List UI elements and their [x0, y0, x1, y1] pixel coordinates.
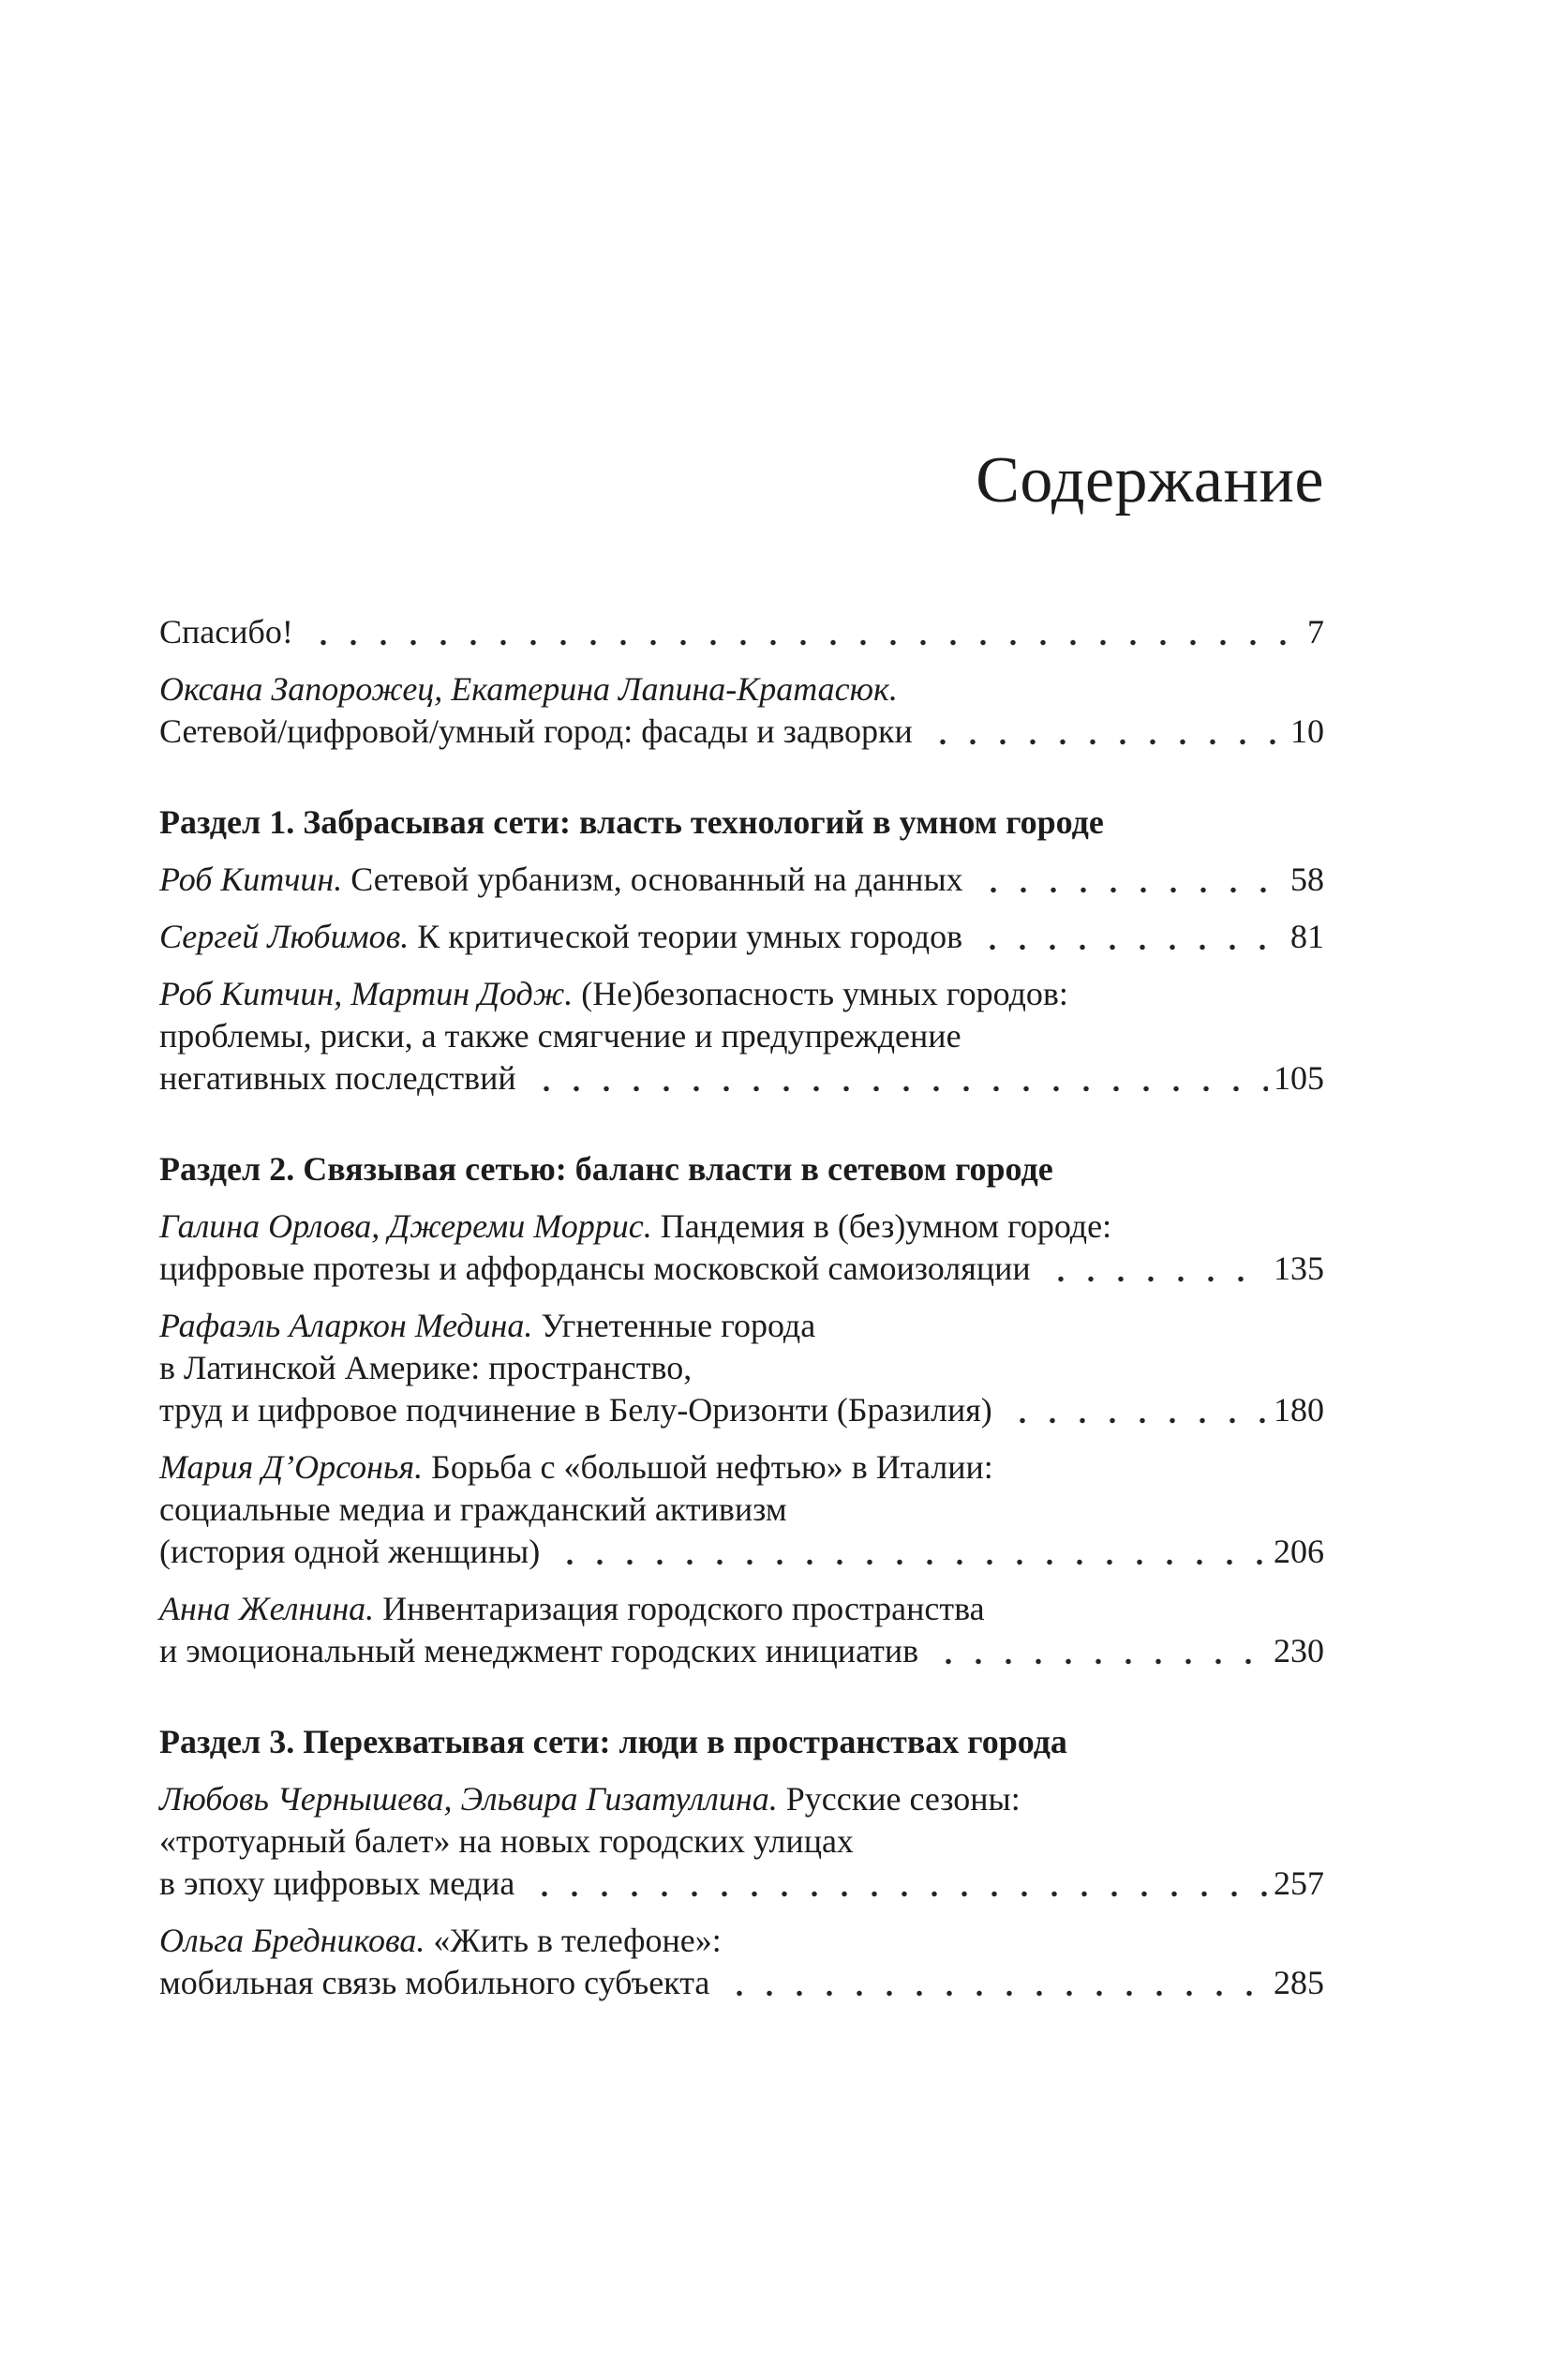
entry-title-text: Раздел 2. Связывая сетью: баланс власти в сетевом городе: [159, 1150, 1053, 1188]
toc-entry: [159, 916, 1324, 958]
author-name: Роб Китчин, Мартин Додж.: [159, 975, 574, 1012]
entry-text: [159, 1307, 815, 1344]
toc-entry-line: [159, 1778, 1324, 1820]
page-title: Содержание: [976, 444, 1324, 516]
entry-title-text: труд и цифровое подчинение в Белу-Оризонти (Бразилия): [159, 1391, 992, 1429]
toc-entry-line: [159, 801, 1324, 844]
entry-text: [159, 670, 898, 708]
dot-leader: [974, 916, 1285, 958]
entry-text: [159, 1017, 961, 1055]
dot-leader: [305, 611, 1302, 653]
page-number: 105: [1274, 1059, 1324, 1097]
entry-text: [159, 711, 913, 753]
toc-entry-line: [159, 1588, 1324, 1630]
toc-section-header: [159, 1721, 1324, 1763]
author-name: Сергей Любимов.: [159, 918, 410, 955]
page-number: 285: [1274, 1964, 1324, 2001]
page-number: 257: [1274, 1864, 1324, 1902]
dot-leader: [924, 711, 1285, 753]
toc-entry: [159, 1778, 1324, 1905]
entry-text: [159, 916, 962, 958]
author-name: Рафаэль Аларкон Медина.: [159, 1307, 533, 1344]
entry-title-text: Раздел 1. Забрасывая сети: власть технологий в умном городе: [159, 803, 1104, 841]
entry-title-text: Инвентаризация городского пространства: [374, 1590, 985, 1627]
dot-leader: [1004, 1389, 1268, 1431]
entry-text: [159, 1057, 516, 1100]
page-number: 10: [1290, 712, 1324, 750]
page-number: 180: [1274, 1391, 1324, 1429]
toc-entry: [159, 973, 1324, 1100]
toc-entry: [159, 1588, 1324, 1672]
page-number: 135: [1274, 1250, 1324, 1287]
entry-text: [159, 1531, 540, 1573]
toc-section-header: [159, 1148, 1324, 1190]
entry-title-text: Русские сезоны:: [777, 1780, 1021, 1818]
toc-entry-line: [159, 1489, 1324, 1531]
toc-entry-line: [159, 973, 1324, 1015]
entry-title-text: «тротуарный балет» на новых городских улицах: [159, 1822, 854, 1860]
entry-title-text: Сетевой/цифровой/умный город: фасады и задворки: [159, 712, 913, 750]
page-number: 81: [1290, 918, 1324, 955]
entry-title-text: в Латинской Америке: пространство,: [159, 1349, 693, 1386]
entry-text: [159, 1780, 1021, 1818]
page-number: 58: [1290, 861, 1324, 898]
toc-entry-line: [159, 668, 1324, 711]
dot-leader: [526, 1863, 1268, 1905]
toc-entry-line: [159, 1205, 1324, 1248]
toc-list: [159, 611, 1324, 2004]
toc-entry-line: [159, 1531, 1324, 1573]
toc-entry-line: [159, 1446, 1324, 1489]
dot-leader: [975, 859, 1285, 901]
entry-title-text: проблемы, риски, а также смягчение и предупреждение: [159, 1017, 961, 1055]
entry-text: [159, 975, 1068, 1012]
toc-entry-line: [159, 1721, 1324, 1763]
entry-title-text: Спасибо!: [159, 613, 293, 651]
toc-entry-line: [159, 1820, 1324, 1863]
toc-entry-line: [159, 1148, 1324, 1190]
page-number: 206: [1274, 1533, 1324, 1570]
toc-entry: [159, 1920, 1324, 2004]
entry-title-text: К критической теории умных городов: [409, 918, 963, 955]
toc-entry: [159, 668, 1324, 753]
entry-text: [159, 1822, 854, 1860]
entry-text: [159, 1723, 1067, 1760]
toc-entry-line: [159, 1962, 1324, 2004]
author-name: Оксана Запорожец, Екатерина Лапина-Кратасюк.: [159, 670, 898, 708]
dot-leader: [930, 1630, 1268, 1672]
entry-title-text: и эмоциональный менеджмент городских инициатив: [159, 1632, 919, 1669]
entry-text: [159, 1630, 918, 1672]
entry-text: [159, 803, 1104, 841]
entry-text: [159, 611, 293, 653]
author-name: Любовь Чернышева, Эльвира Гизатуллина.: [159, 1780, 778, 1818]
author-name: Галина Орлова, Джереми Моррис.: [159, 1207, 652, 1245]
toc-entry-line: [159, 1248, 1324, 1290]
toc-entry-line: [159, 1015, 1324, 1057]
page-number: 7: [1307, 613, 1324, 651]
entry-title-text: «Жить в телефоне»:: [425, 1922, 722, 1959]
entry-text: [159, 1389, 992, 1431]
toc-entry: [159, 1446, 1324, 1573]
page-number: 230: [1274, 1632, 1324, 1669]
toc-entry: [159, 859, 1324, 901]
dot-leader: [1042, 1248, 1268, 1290]
entry-title-text: Угнетенные города: [532, 1307, 816, 1344]
toc-section-header: [159, 801, 1324, 844]
toc-entry-line: [159, 859, 1324, 901]
toc-entry-line: [159, 1863, 1324, 1905]
toc-entry-line: [159, 1630, 1324, 1672]
entry-title-text: в эпоху цифровых медиа: [159, 1864, 515, 1902]
entry-title-text: Пандемия в (без)умном городе:: [651, 1207, 1112, 1245]
entry-title-text: (история одной женщины): [159, 1533, 541, 1570]
toc-entry-line: [159, 711, 1324, 753]
toc-entry-line: [159, 1057, 1324, 1100]
entry-title-text: Раздел 3. Перехватывая сети: люди в пространствах города: [159, 1723, 1067, 1760]
toc-entry-line: [159, 611, 1324, 653]
toc-entry: [159, 1205, 1324, 1290]
dot-leader: [551, 1531, 1268, 1573]
entry-title-text: (Не)безопасность умных городов:: [573, 975, 1068, 1012]
author-name: Ольга Бредникова.: [159, 1922, 425, 1959]
toc-entry-line: [159, 1305, 1324, 1347]
toc-entry-line: [159, 1920, 1324, 1962]
entry-title-text: Борьба с «большой нефтью» в Италии:: [423, 1448, 993, 1486]
author-name: Роб Китчин.: [159, 861, 343, 898]
toc-entry-line: [159, 1389, 1324, 1431]
entry-text: [159, 1922, 722, 1959]
entry-text: [159, 1349, 692, 1386]
entry-text: [159, 1448, 993, 1486]
entry-text: [159, 1590, 985, 1627]
toc-entry: [159, 1305, 1324, 1431]
toc-entry-line: [159, 1347, 1324, 1389]
entry-title-text: цифровые протезы и аффордансы московской самоизоляции: [159, 1250, 1031, 1287]
entry-title-text: социальные медиа и гражданский активизм: [159, 1490, 787, 1528]
entry-text: [159, 859, 963, 901]
entry-text: [159, 1248, 1031, 1290]
dot-leader: [528, 1057, 1268, 1100]
toc-entry: [159, 611, 1324, 653]
author-name: Анна Желнина.: [159, 1590, 375, 1627]
entry-title-text: негативных последствий: [159, 1059, 516, 1097]
toc-entry-line: [159, 916, 1324, 958]
entry-text: [159, 1863, 514, 1905]
entry-text: [159, 1490, 787, 1528]
entry-title-text: мобильная связь мобильного субъекта: [159, 1964, 710, 2001]
entry-title-text: Сетевой урбанизм, основанный на данных: [342, 861, 963, 898]
entry-text: [159, 1207, 1111, 1245]
author-name: Мария Д’Орсонья.: [159, 1448, 424, 1486]
entry-text: [159, 1150, 1053, 1188]
entry-text: [159, 1962, 709, 2004]
dot-leader: [721, 1962, 1268, 2004]
